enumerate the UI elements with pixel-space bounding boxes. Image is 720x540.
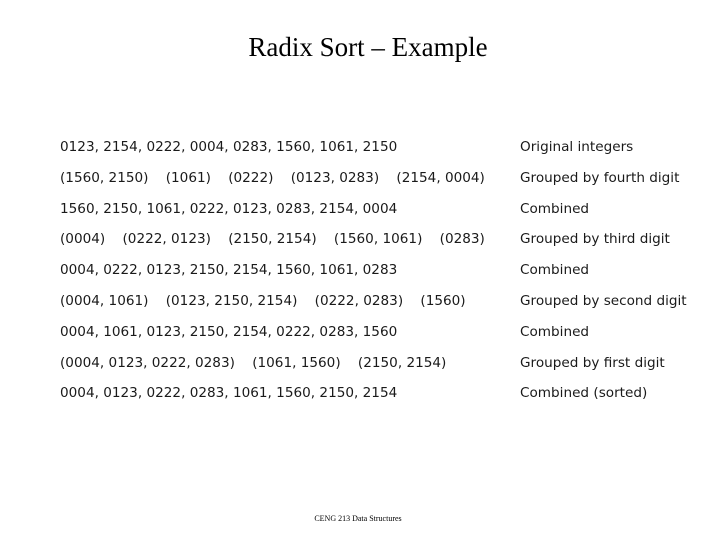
step-values: 0123, 2154, 0222, 0004, 0283, 1560, 1061, 2150 <box>60 139 398 155</box>
step-values: 1560, 2150, 1061, 0222, 0123, 0283, 2154, 0004 <box>60 200 398 217</box>
step-row <box>60 169 700 200</box>
step-label: Grouped by first digit <box>520 354 665 371</box>
step-row <box>60 261 700 292</box>
step-values: 0004, 0123, 0222, 0283, 1061, 1560, 2150, 2154 <box>60 385 398 402</box>
step-label: Original integers <box>520 139 634 155</box>
step-label: Combined <box>520 323 590 340</box>
step-row <box>60 230 700 261</box>
radix-steps-table <box>60 138 700 415</box>
step-values: (0004, 0123, 0222, 0283) (1061, 1560) (2150, 2154) <box>60 354 447 371</box>
step-row <box>60 138 700 169</box>
step-row <box>60 354 700 385</box>
step-label: Grouped by fourth digit <box>520 169 680 186</box>
step-values: (0004, 1061) (0123, 2150, 2154) (0222, 0283) (1560) <box>60 292 466 309</box>
step-label: Combined (sorted) <box>520 385 648 402</box>
step-row <box>60 323 700 354</box>
slide-footer: CENG 213 Data Structures <box>314 514 402 523</box>
step-row <box>60 384 700 415</box>
step-values: (0004) (0222, 0123) (2150, 2154) (1560, 1061) (0283) <box>60 231 485 248</box>
slide-title: Radix Sort – Example <box>248 32 488 62</box>
step-values: 0004, 0222, 0123, 2150, 2154, 1560, 1061, 0283 <box>60 262 398 279</box>
step-row <box>60 200 700 231</box>
step-row <box>60 292 700 323</box>
step-values: 0004, 1061, 0123, 2150, 2154, 0222, 0283, 1560 <box>60 323 398 340</box>
step-label: Combined <box>520 200 590 217</box>
step-label: Grouped by third digit <box>520 231 670 248</box>
step-label: Combined <box>520 262 590 279</box>
step-label: Grouped by second digit <box>520 292 687 309</box>
step-values: (1560, 2150) (1061) (0222) (0123, 0283) (2154, 0004) <box>60 169 485 186</box>
